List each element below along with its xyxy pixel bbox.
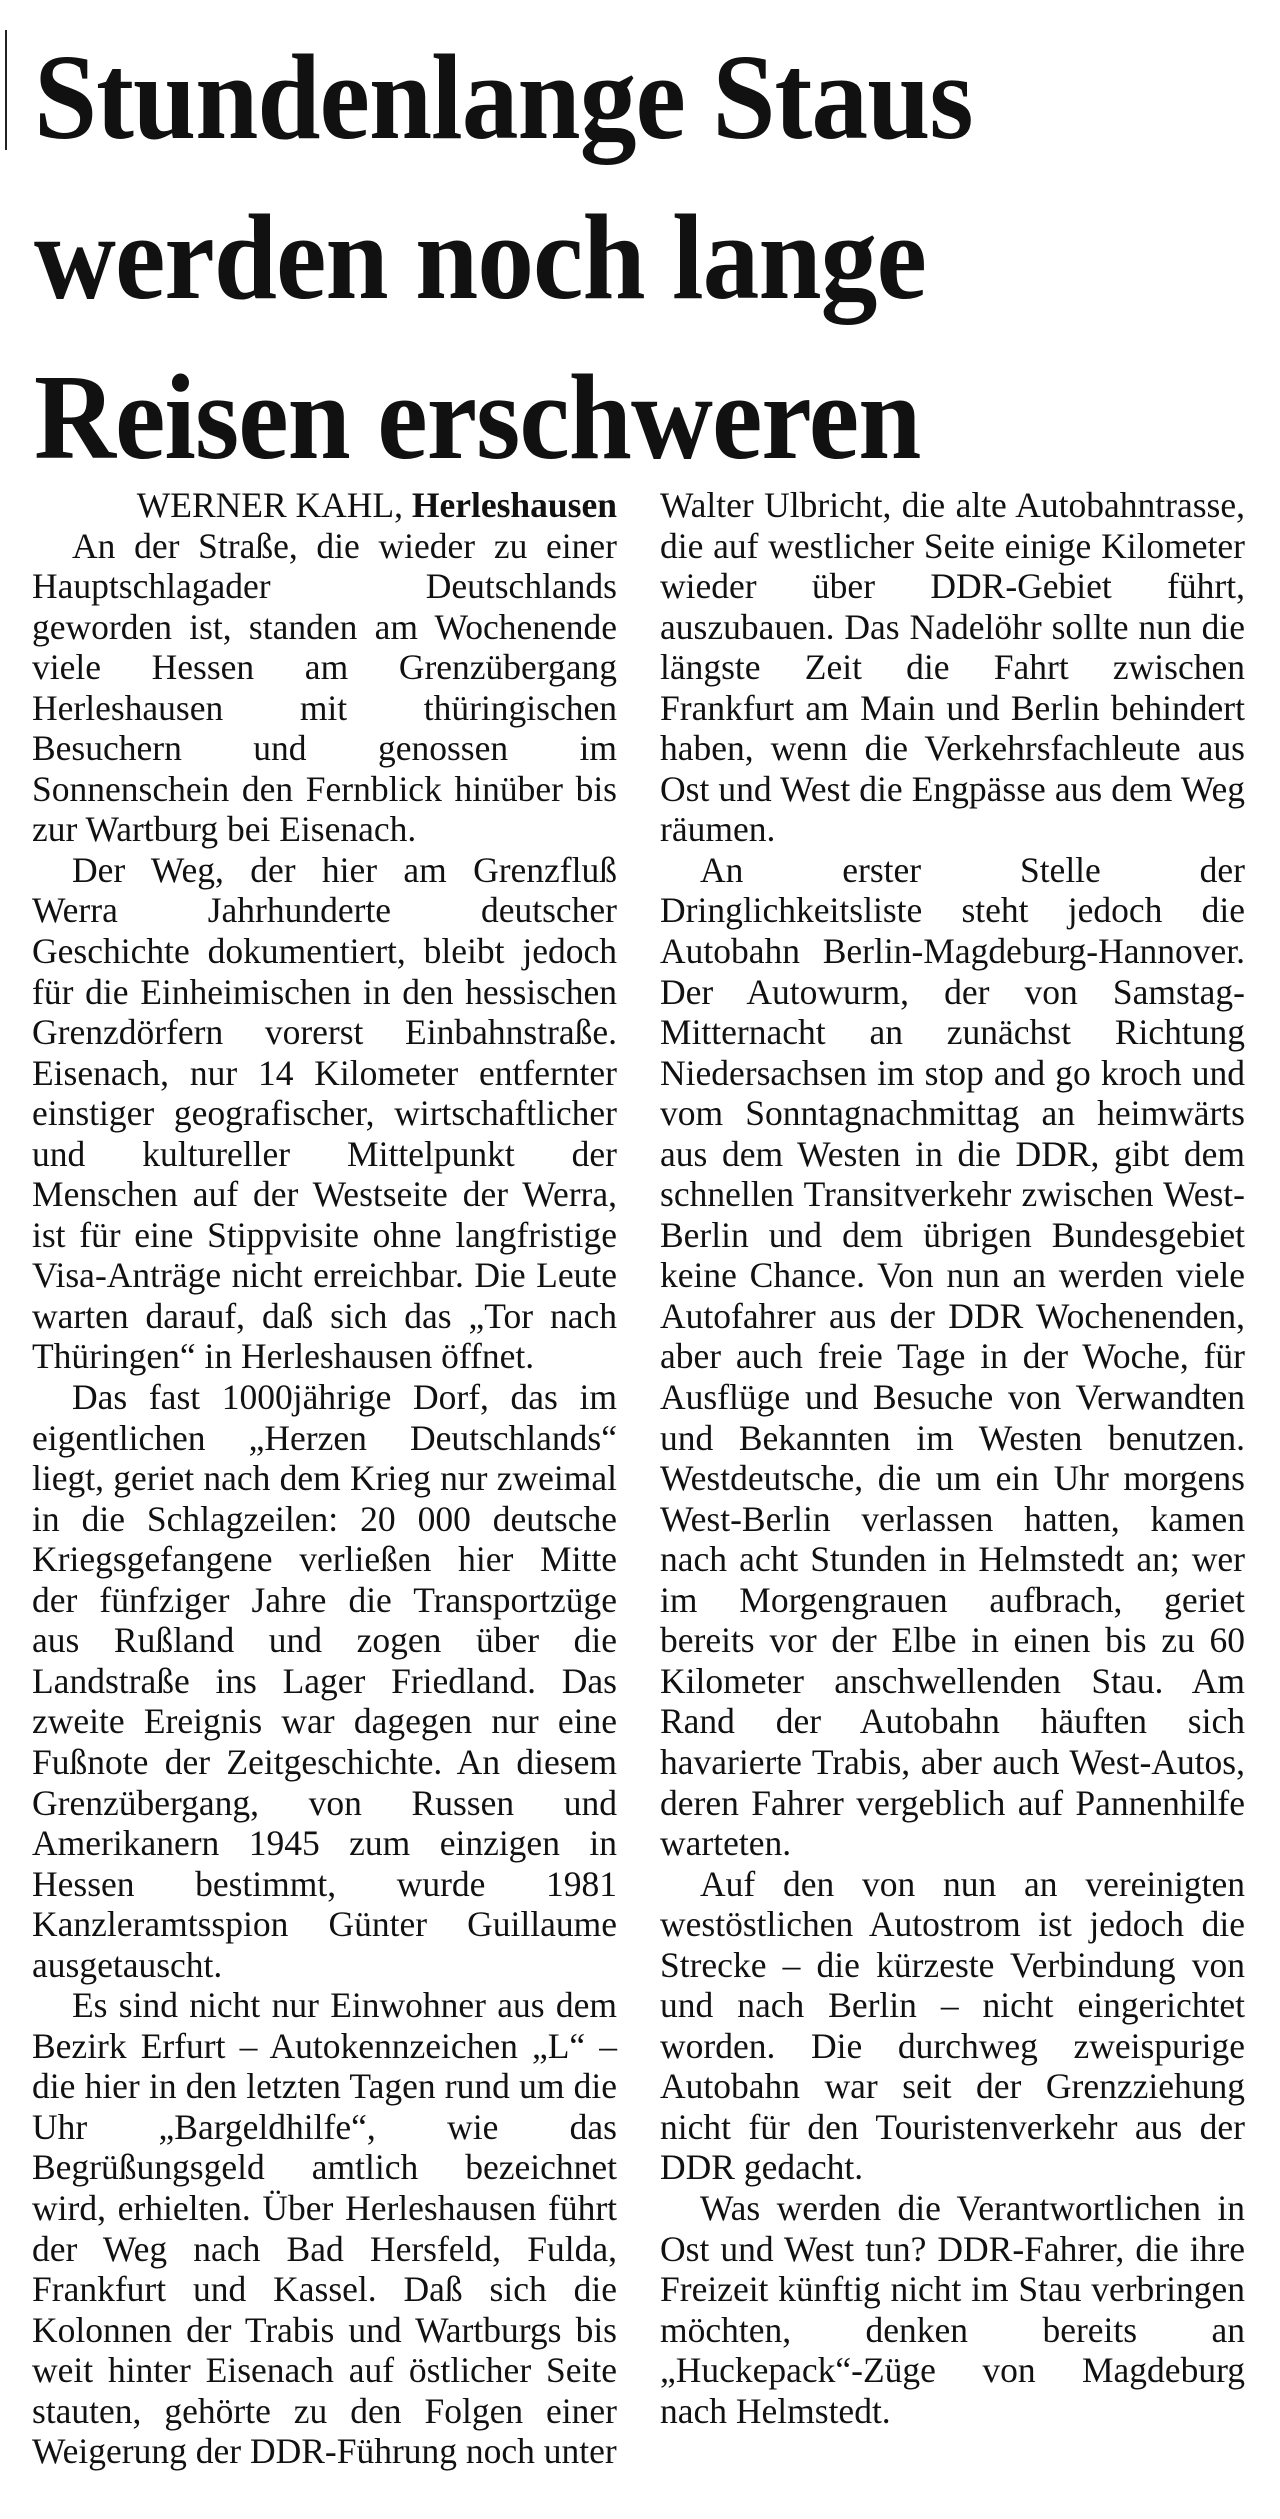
paragraph-5: An erster Stelle der Dringlichkeitsliste steht jedoch die Autobahn Berlin-Magdeburg-Hannover. Der Autowurm, der von Samstag-Mitternacht an zunächst Richtung Niedersachsen im stop and go kroch und vom Sonntagnachmittag an heimwärts aus dem Westen in die DDR, gibt dem schnellen Transitverkehr zwischen West-Berlin und dem übrigen Bundesgebiet keine Chance. Von nun an werden viele Autofahrer aus der DDR Wochenenden, aber auch freie Tage in der Woche, für Ausflüge und Besuche von Verwandten und Bekannten im Westen benutzen. Westdeutsche, die um ein Uhr morgens West-Berlin verlassen hatten, kamen nach acht Stunden in Helmstedt an; wer im Morgengrauen aufbrach, geriet bereits vor der Elbe in einen bis zu 60 Kilometer anschwellenden Stau. Am Rand der Autobahn häuften sich havarierte Trabis, aber auch West-Autos, deren Fahrer vergeblich auf Pannenhilfe warteten. — [660, 849, 1245, 1864]
headline-line-3: Reisen erschweren — [34, 350, 921, 485]
paragraph-2: Der Weg, der hier am Grenzfluß Werra Jahrhunderte deutscher Geschichte dokumentiert, bleibt jedoch für die Einheimischen in den hessischen Grenzdörfern vorerst Einbahnstraße. Eisenach, nur 14 Kilometer entfernter einstiger geografischer, wirtschaftlicher und kultureller Mittelpunkt der Menschen auf der Westseite der Werra, ist für eine Stippvisite ohne langfristige Visa-Anträge nicht erreichbar. Die Leute warten darauf, daß sich das „Tor nach Thüringen“ in Herleshausen öffnet. — [32, 849, 617, 1377]
paragraph-6: Auf den von nun an vereinigten westöstlichen Autostrom ist jedoch die Strecke – die kürzeste Verbindung von und nach Berlin – nicht eingerichtet worden. Die durchweg zweispurige Autobahn war seit der Grenzziehung nicht für den Touristenverkehr aus der DDR gedacht. — [660, 1863, 1245, 2188]
article-column-right — [660, 485, 1245, 2431]
article-headline — [34, 18, 1178, 498]
paragraph-1: An der Straße, die wieder zu einer Hauptschlagader Deutschlands geworden ist, standen am Wochenende viele Hessen am Grenzübergang Herleshausen mit thüringischen Besuchern und genossen im Sonnenschein den Fernblick hinüber bis zur Wartburg bei Eisenach. — [32, 525, 617, 850]
paragraph-3: Das fast 1000jährige Dorf, das im eigentlichen „Herzen Deutschlands“ liegt, geriet nach dem Krieg nur zweimal in die Schlagzeilen: 20 000 deutsche Kriegsgefangene verließen hier Mitte der fünfziger Jahre die Transportzüge aus Rußland und zogen über die Landstraße ins Lager Friedland. Das zweite Ereignis war dagegen nur eine Fußnote der Zeitgeschichte. An diesem Grenzübergang, von Russen und Amerikanern 1945 zum einzigen in Hessen bestimmt, wurde 1981 Kanzleramtsspion Günter Guillaume ausgetauscht. — [32, 1377, 617, 1985]
byline-place: Herleshausen — [411, 485, 617, 525]
paragraph-4-continued: Walter Ulbricht, die alte Autobahntrasse, die auf westlicher Seite einige Kilometer wieder über DDR-Gebiet führt, auszubauen. Das Nadelöhr sollte nun die längste Zeit die Fahrt zwischen Frankfurt am Main und Berlin behindert haben, wenn die Verkehrsfachleute aus Ost und West die Engpässe aus dem Weg räumen. — [660, 485, 1245, 850]
byline-author: WERNER KAHL, — [136, 485, 403, 525]
paragraph-4: Es sind nicht nur Einwohner aus dem Bezirk Erfurt – Autokennzeichen „L“ – die hier in den letzten Tagen rund um die Uhr „Bargeldhilfe“, wie das Begrüßungsgeld amtlich bezeichnet wird, erhielten. Über Herleshausen führt der Weg nach Bad Hersfeld, Fulda, Frankfurt und Kassel. Daß sich die Kolonnen der Trabis und Wartburgs bis weit hinter Eisenach auf östlicher Seite stauten, gehörte zu den Folgen einer Weigerung der DDR-Führung noch unter — [32, 1985, 617, 2472]
paragraph-7: Was werden die Verantwortlichen in Ost und West tun? DDR-Fahrer, die ihre Freizeit künftig nicht im Stau verbringen möchten, denken bereits an „Huckepack“-Züge von Magdeburg nach Helmstedt. — [660, 2187, 1245, 2431]
column-rule — [5, 30, 7, 150]
headline-line-1: Stundenlange Staus — [34, 30, 973, 165]
article-column-left — [32, 485, 617, 2472]
byline — [32, 485, 617, 526]
headline-line-2: werden noch lange — [34, 190, 926, 325]
